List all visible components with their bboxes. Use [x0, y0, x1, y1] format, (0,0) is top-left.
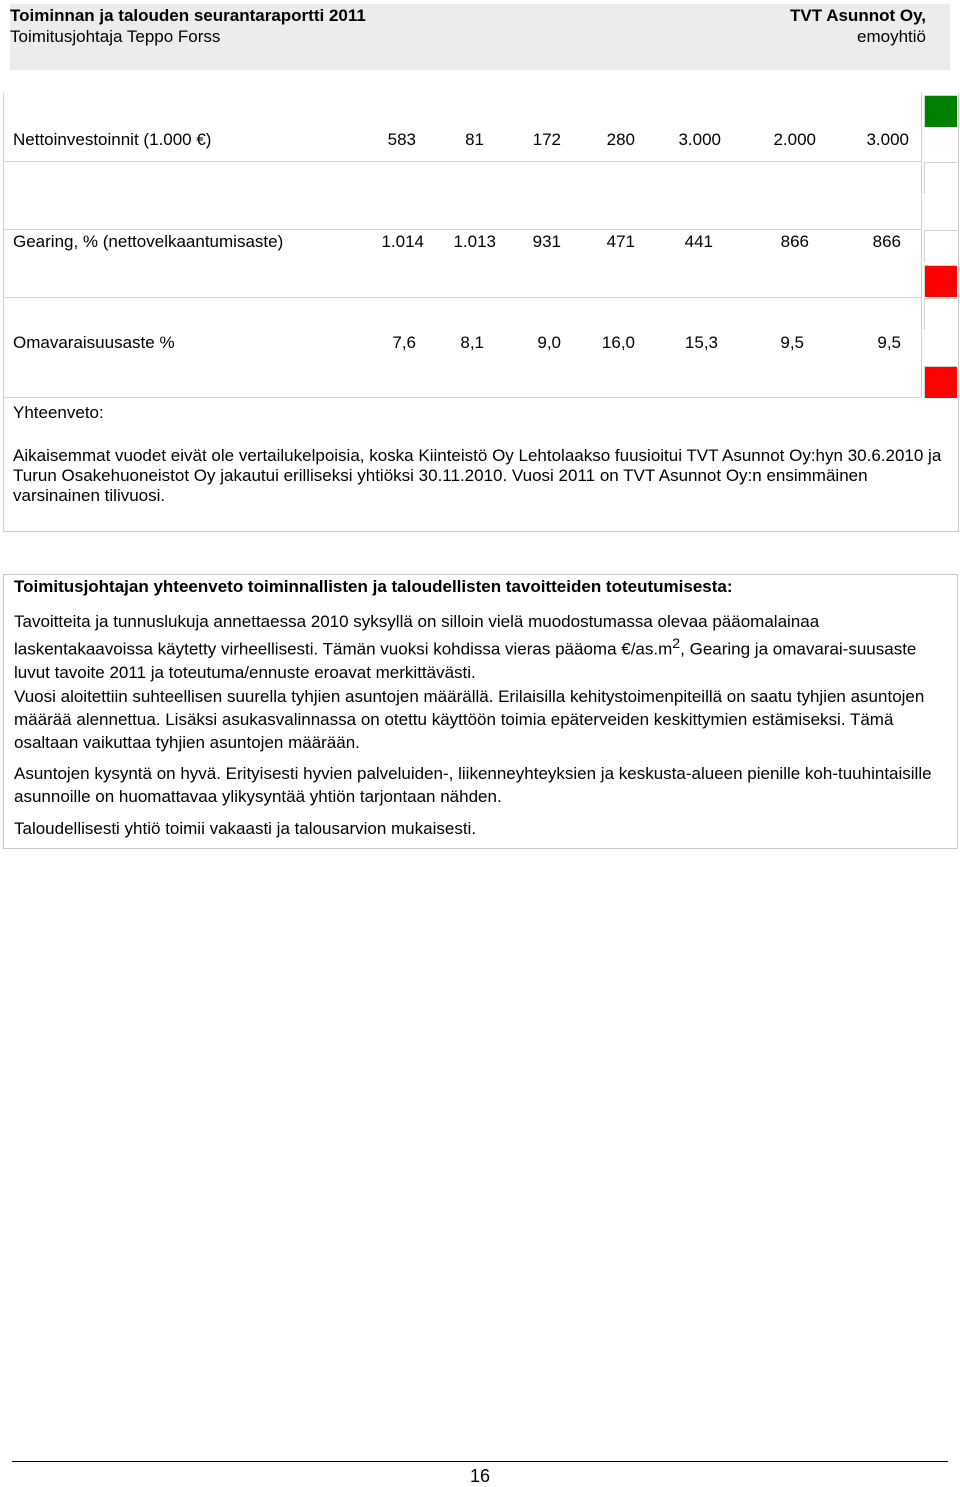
- table-cell: 441: [684, 232, 713, 251]
- table-cell: 1.013: [453, 232, 496, 251]
- ceo-summary-paragraph: Asuntojen kysyntä on hyvä. Erityisesti hyvien palveluiden-, liikenneyhteyksien ja keskusta-alueen pienille koh-tuuhintaisille asunnoille on huomattavaa ylikysyntää yhtiön tarjontaan nähden.: [14, 764, 932, 806]
- report-title: Toiminnan ja talouden seurantaraportti 2011: [10, 6, 366, 25]
- company-type: emoyhtiö: [857, 27, 926, 46]
- table-cell: 9,0: [537, 333, 561, 352]
- table-cell: 9,5: [780, 333, 804, 352]
- summary-text: Aikaisemmat vuodet eivät ole vertailukelpoisia, koska Kiinteistö Oy Lehtolaakso fuusioitui TVT Asunnot Oy:hyn 30.6.2010 ja Turun Osakehuoneistot Oy jakautui erilliseksi yhtiöksi 30.11.2010. Vuosi 2011 on TVT Asunnot Oy:n ensimmäinen varsinainen tilivuosi.: [13, 446, 942, 505]
- page-number: 16: [469, 1466, 491, 1486]
- table-cell: 3.000: [678, 130, 721, 149]
- table-cell: 8,1: [460, 333, 484, 352]
- table-cell: 2.000: [773, 130, 816, 149]
- table-cell: 931: [532, 232, 561, 251]
- status-indicator-green: [924, 95, 957, 127]
- table-cell: 15,3: [684, 333, 718, 352]
- row-divider: [3, 297, 921, 298]
- report-author: Toimitusjohtaja Teppo Forss: [10, 27, 221, 46]
- table-cell: 16,0: [601, 333, 635, 352]
- row-label: Nettoinvestoinnit (1.000 €): [13, 130, 212, 149]
- row-divider: [3, 397, 921, 398]
- status-indicator-empty: [924, 162, 957, 194]
- table-cell: 280: [606, 130, 635, 149]
- superscript: 2: [672, 636, 681, 652]
- status-indicator-red: [924, 366, 957, 398]
- table-cell: 9,5: [877, 333, 901, 352]
- summary-title: Yhteenveto:: [13, 403, 104, 422]
- table-border-left: [3, 93, 4, 531]
- row-divider: [3, 229, 921, 230]
- row-divider: [3, 161, 921, 162]
- key-figures-table: [3, 93, 959, 532]
- row-label: Omavaraisuusaste %: [13, 333, 175, 352]
- ceo-summary-title: Toimitusjohtajan yhteenveto toiminnallisten ja taloudellisten tavoitteiden toteutumisesta:: [14, 577, 733, 596]
- ceo-summary-paragraph: Taloudellisesti yhtiö toimii vakaasti ja talousarvion mukaisesti.: [14, 819, 477, 838]
- paragraph-text: Tavoitteita ja tunnuslukuja annettaessa 2010 syksyllä on silloin vielä muodostumassa olevaa pääomalainaa laskentakaavoissa käytetty virheellisesti. Tämän vuoksi kohdissa vieras pääoma €/as.m: [14, 612, 820, 659]
- status-indicator-red: [924, 265, 957, 297]
- table-cell: 81: [465, 130, 484, 149]
- table-cell: 583: [387, 130, 416, 149]
- company-name: TVT Asunnot Oy,: [790, 6, 926, 25]
- ceo-summary-box: [3, 574, 958, 849]
- table-cell: 7,6: [392, 333, 416, 352]
- table-cell: 866: [872, 232, 901, 251]
- status-indicator-empty: [924, 298, 957, 330]
- ceo-summary-paragraph: Vuosi aloitettiin suhteellisen suurella tyhjien asuntojen määrällä. Erilaisilla kehitystoimenpiteillä on saatu tyhjien asuntojen määrää alennettua. Lisäksi asukasvalinnassa on otettu käyttöön toimia epäterveiden keskittymien estämiseksi. Tämä osaltaan vaikuttaa tyhjien asuntojen määrään.: [14, 687, 925, 752]
- status-indicator-empty: [924, 230, 957, 262]
- table-cell: 866: [780, 232, 809, 251]
- report-header: [10, 4, 950, 70]
- footer-divider: [12, 1461, 948, 1462]
- column-divider: [921, 93, 922, 397]
- table-cell: 471: [606, 232, 635, 251]
- paragraph-text: , Gearing ja omavarai-suusaste luvut tavoite 2011 ja toteutuma/ennuste eroavat merkittävästi.: [14, 639, 917, 682]
- ceo-summary-paragraph: [14, 610, 949, 684]
- table-cell: 172: [532, 130, 561, 149]
- table-cell: 1.014: [381, 232, 424, 251]
- row-label: Gearing, % (nettovelkaantumisaste): [13, 232, 284, 251]
- table-cell: 3.000: [866, 130, 909, 149]
